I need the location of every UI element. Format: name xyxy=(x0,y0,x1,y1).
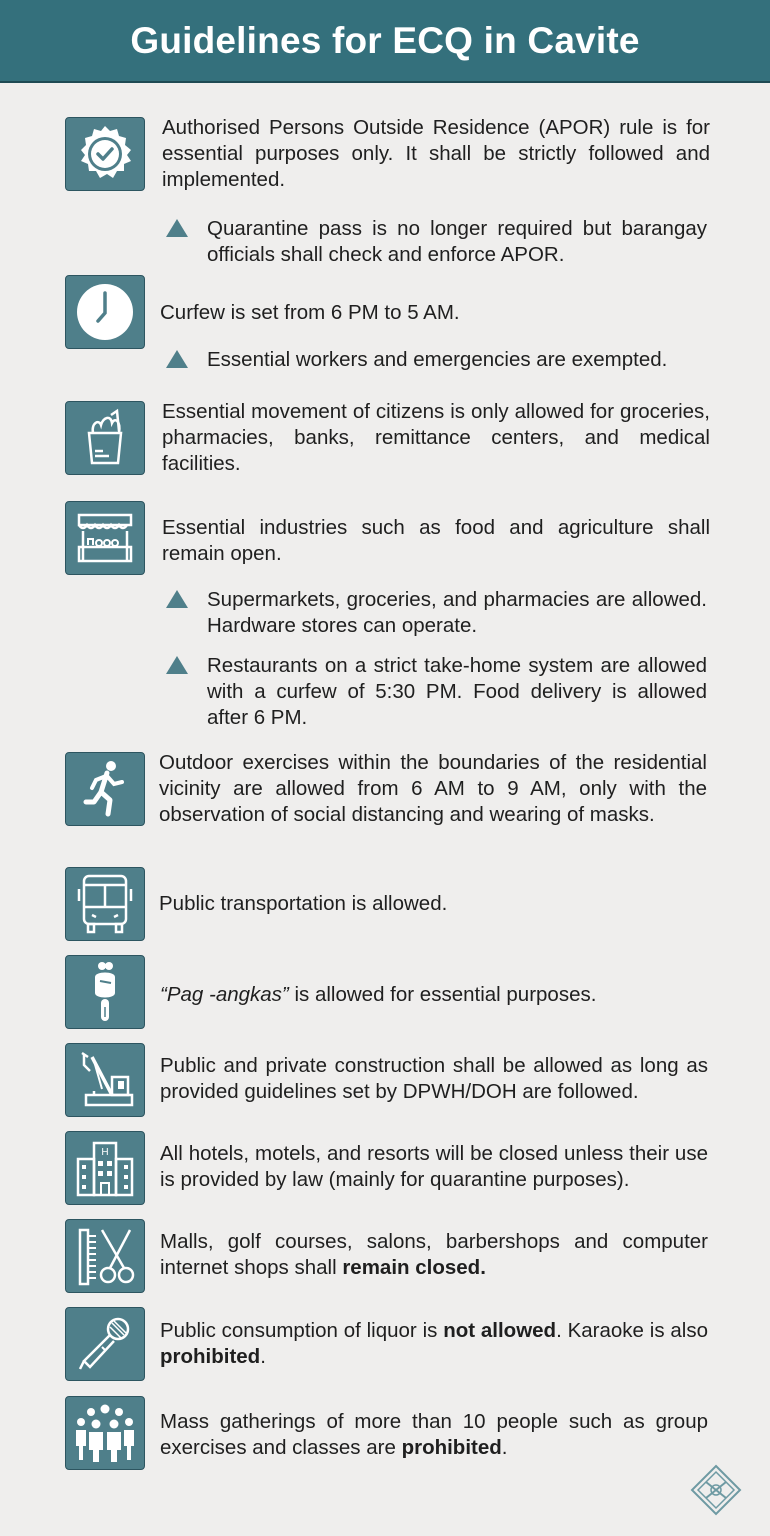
item-text-angkas: “Pag -angkas” is allowed for essential purposes. xyxy=(160,983,597,1006)
grocery-bag-icon xyxy=(65,401,145,475)
bullet-text: Essential workers and emergencies are exempted. xyxy=(207,348,668,371)
microphone-icon xyxy=(65,1307,145,1381)
construction-crane-icon xyxy=(65,1043,145,1117)
bus-icon xyxy=(65,867,145,941)
item-text-liquor: Public consumption of liquor is not allowed. Karaoke is also prohibited. xyxy=(160,1319,708,1368)
item-text-movement: Essential movement of citizens is only allowed for groceries, pharmacies, banks, remittance centers, and medical facilities. xyxy=(162,400,710,475)
item-text-gatherings: Mass gatherings of more than 10 people such as group exercises and classes are prohibited. xyxy=(160,1410,708,1459)
svg-text:H: H xyxy=(101,1147,109,1158)
item-text-construction: Public and private construction shall be allowed as long as provided guidelines set by DPWH/DOH are followed. xyxy=(160,1054,708,1103)
page-title: Guidelines for ECQ in Cavite xyxy=(130,19,640,61)
item-text-hotels: All hotels, motels, and resorts will be closed unless their use is provided by law (mainly for quarantine purposes). xyxy=(160,1142,708,1191)
bullet-text: Restaurants on a strict take-home system are allowed with a curfew of 5:30 PM. Food delivery is allowed after 6 PM. xyxy=(207,654,707,729)
crowd-icon xyxy=(65,1396,145,1470)
market-stall-icon xyxy=(65,501,145,575)
item-text-malls: Malls, golf courses, salons, barbershops and computer internet shops shall remain closed. xyxy=(160,1230,708,1279)
triangle-bullet-icon xyxy=(166,656,188,674)
triangle-bullet-icon xyxy=(166,590,188,608)
seal-logo-icon xyxy=(690,1464,742,1516)
item-text-curfew: Curfew is set from 6 PM to 5 AM. xyxy=(160,301,460,324)
item-text-exercise: Outdoor exercises within the boundaries of the residential vicinity are allowed from 6 AM to 9 AM, only with the observation of social distancing and wearing of masks. xyxy=(159,751,707,826)
hotel-building-icon xyxy=(65,1131,145,1205)
triangle-bullet-icon xyxy=(166,219,188,237)
item-text-apor: Authorised Persons Outside Residence (APOR) rule is for essential purposes only. It shall be strictly followed and implemented. xyxy=(162,116,710,191)
triangle-bullet-icon xyxy=(166,350,188,368)
page-header xyxy=(0,0,770,83)
item-text-industries: Essential industries such as food and agriculture shall remain open. xyxy=(162,516,710,565)
clock-icon xyxy=(65,275,145,349)
item-text-transport: Public transportation is allowed. xyxy=(159,892,448,915)
bullet-text: Quarantine pass is no longer required but barangay officials shall check and enforce APOR. xyxy=(207,217,707,266)
runner-icon xyxy=(65,752,145,826)
comb-scissors-icon xyxy=(65,1219,145,1293)
motorcycle-riders-icon xyxy=(65,955,145,1029)
bullet-text: Supermarkets, groceries, and pharmacies are allowed. Hardware stores can operate. xyxy=(207,588,707,637)
angkas-term: “Pag -angkas” xyxy=(160,983,289,1006)
badge-check-icon xyxy=(65,117,145,191)
